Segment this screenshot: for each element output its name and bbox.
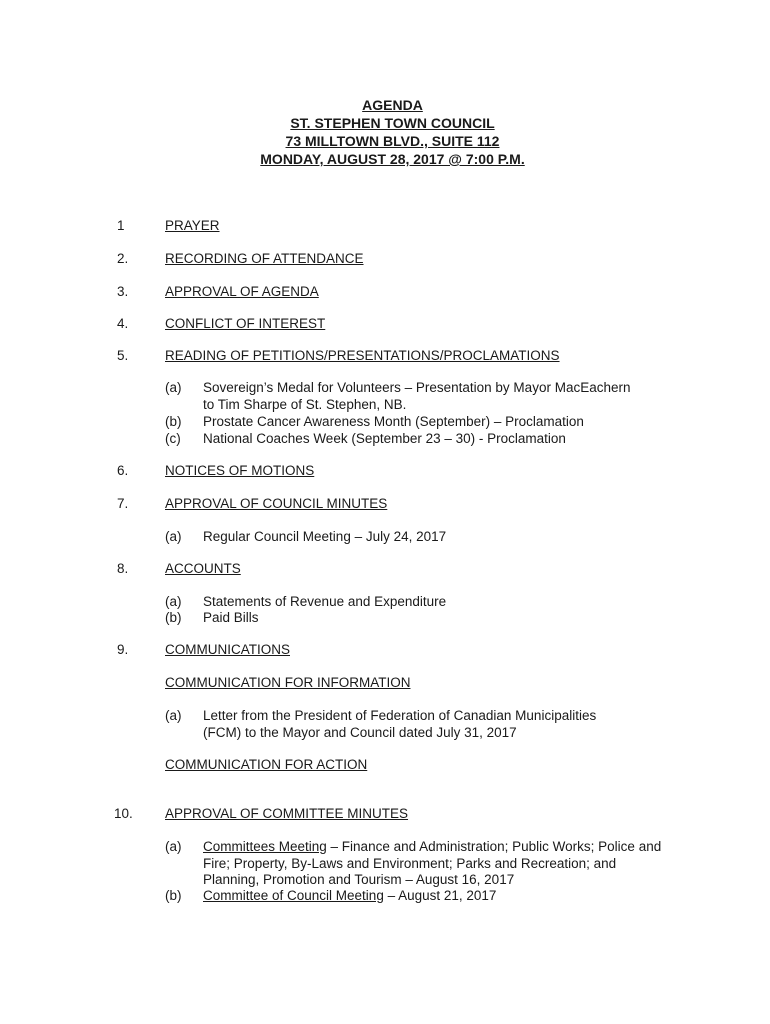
sub-item-text: National Coaches Week (September 23 – 30) - Proclamation [203,431,566,446]
council-name: ST. STEPHEN TOWN COUNCIL [290,115,495,131]
section-heading: COMMUNICATION FOR ACTION [165,757,368,772]
sub-item-text [203,380,630,413]
sub-item-text: Prostate Cancer Awareness Month (September) – Proclamation [203,414,584,429]
sub-item-line: (FCM) to the Mayor and Council dated July 31, 2017 [203,724,517,740]
meeting-date: MONDAY, AUGUST 28, 2017 @ 7:00 P.M. [260,151,525,167]
sub-item-letter: (b) [165,414,182,429]
sub-item-line: Fire; Property, By-Laws and Environment; Parks and Recreation; and [203,855,617,871]
sub-item-rest: – August 21, 2017 [383,888,497,903]
sub-item-line: Sovereign’s Medal for Volunteers – Presentation by Mayor MacEachern [203,380,631,395]
sub-item-line: to Tim Sharpe of St. Stephen, NB. [203,396,407,412]
item-title: NOTICES OF MOTIONS [165,463,315,478]
item-number: 6. [117,463,129,478]
agenda-title: AGENDA [362,97,423,113]
sub-item-letter: (a) [165,594,182,609]
sub-item-text [203,708,596,741]
sub-item-letter: (c) [165,431,181,446]
item-title: RECORDING OF ATTENDANCE [165,251,364,266]
sub-item-text: Statements of Revenue and Expenditure [203,594,447,609]
sub-item-text [203,888,496,905]
item-number: 5. [117,348,129,363]
item-title: APPROVAL OF COUNCIL MINUTES [165,496,388,511]
sub-item-letter: (a) [165,839,182,854]
sub-item-text: Regular Council Meeting – July 24, 2017 [203,529,447,544]
committee-name: Committee of Council Meeting [203,888,384,903]
item-number: 9. [117,642,129,657]
item-number: 8. [117,561,129,576]
agenda-header [0,96,770,168]
sub-item-text: Paid Bills [203,610,259,625]
council-address: 73 MILLTOWN BLVD., SUITE 112 [285,133,500,149]
item-number: 3. [117,284,129,299]
sub-item-rest: – Finance and Administration; Public Works; Police and [326,839,662,854]
sub-item-line: Planning, Promotion and Tourism – August 16, 2017 [203,872,515,887]
item-title: APPROVAL OF COMMITTEE MINUTES [165,806,409,821]
item-title: READING OF PETITIONS/PRESENTATIONS/PROCLAMATIONS [165,348,560,363]
sub-item-text [203,839,661,889]
sub-item-letter: (a) [165,380,182,395]
sub-item-line: Letter from the President of Federation of Canadian Municipalities [203,708,597,723]
item-number: 10. [114,806,133,821]
sub-item-letter: (b) [165,888,182,903]
sub-item-letter: (a) [165,529,182,544]
item-title: CONFLICT OF INTEREST [165,316,326,331]
item-number: 7. [117,496,129,511]
item-title: APPROVAL OF AGENDA [165,284,319,299]
sub-item-letter: (a) [165,708,182,723]
item-number: 2. [117,251,129,266]
item-number: 4. [117,316,129,331]
sub-item-letter: (b) [165,610,182,625]
sub-item-line [203,839,661,856]
committee-name: Committees Meeting [203,839,327,854]
item-number: 1 [117,218,125,233]
item-title: ACCOUNTS [165,561,241,576]
section-heading: COMMUNICATION FOR INFORMATION [165,675,411,690]
item-title: COMMUNICATIONS [165,642,290,657]
item-title: PRAYER [165,218,220,233]
